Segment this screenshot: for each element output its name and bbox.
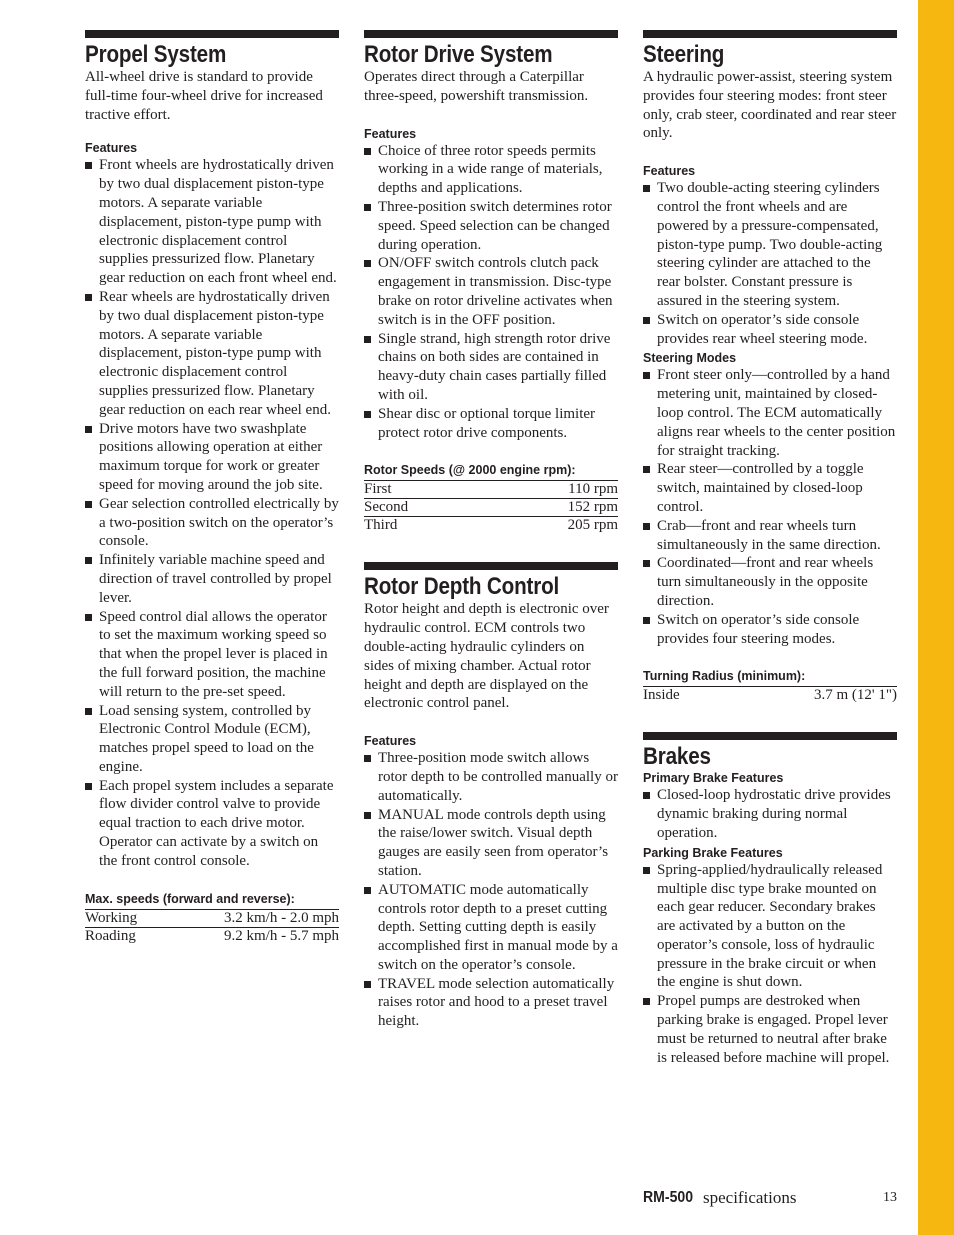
bullet-item [643, 460, 897, 516]
bullet-item [364, 975, 618, 1031]
bullet-text: Choice of three rotor speeds permits working in a wide range of materials, depths and applications. [378, 142, 603, 197]
bullet-text: Crab—front and rear wheels turn simultaneously in the same direction. [657, 517, 881, 553]
bullet-text: ON/OFF switch controls clutch pack engagement in transmission. Disc-type brake on rotor driveline activates when switch is in the OFF position. [378, 255, 613, 328]
steering-intro: A hydraulic power-assist, steering system provides four steering modes: front steer only, crab steer, coordinated and rear steer only. [643, 69, 897, 142]
spec-label: First [364, 481, 483, 499]
bullet-text: Gear selection controlled electrically by a two-position switch on the operator’s console. [99, 495, 339, 550]
square-bullet-icon [643, 867, 650, 874]
spec-label: Third [364, 517, 483, 535]
bullet-text: Two double-acting steering cylinders control the front wheels and are powered by a pressure-compensated, piston-type pump. Two double-acting steering cylinder are attached to the rear bolster. Constant pressure is assured in the steering system. [657, 180, 883, 309]
steering-modes-heading: Steering Modes [643, 351, 737, 366]
turning-radius-heading: Turning Radius (minimum): [643, 669, 806, 684]
square-bullet-icon [643, 792, 650, 799]
bullet-item [643, 786, 897, 842]
spec-row [364, 499, 618, 517]
bullet-text: Switch on operator’s side console provides four steering modes. [657, 611, 860, 647]
spec-label: Inside [643, 687, 721, 705]
propel-speeds-heading: Max. speeds (forward and reverse): [85, 891, 295, 906]
spec-row [364, 517, 618, 535]
steering-modes-list [643, 366, 897, 648]
bullet-item [364, 142, 618, 198]
rotor-depth-features-list [364, 749, 618, 1031]
parking-brake-heading: Parking Brake Features [643, 845, 783, 860]
spec-label: Roading [85, 927, 164, 945]
bullet-item [364, 405, 618, 443]
square-bullet-icon [85, 501, 92, 508]
rotor-drive-intro: Operates direct through a Caterpillar three-speed, powershift transmission. [364, 69, 589, 104]
bullet-item [643, 311, 897, 349]
bullet-text: Each propel system includes a separate flow divider control valve to provide equal traction to each drive motor. Operator can activate by a switch on the front control console. [99, 777, 334, 869]
bullet-item [643, 179, 897, 311]
bullet-text: Load sensing system, controlled by Electronic Control Module (ECM), matches propel speed to load on the engine. [99, 702, 314, 775]
page-footer [643, 1187, 897, 1213]
bullet-text: Single strand, high strength rotor drive chains on both sides are contained in heavy-duty chain cases partially filled with oil. [378, 330, 611, 403]
bullet-text: AUTOMATIC mode automatically controls rotor depth to a preset cutting depth. Setting cutting depth is easily accomplished first in manual mode by a switch on the operator’s console. [378, 881, 618, 973]
square-bullet-icon [364, 812, 371, 819]
propel-features-heading: Features [85, 141, 138, 156]
section-rule [85, 30, 339, 38]
bullet-item [643, 517, 897, 555]
spec-value: 205 rpm [483, 517, 618, 535]
bullet-item [85, 702, 339, 777]
bullet-text: Speed control dial allows the operator to set the maximum working speed so that when the propel lever is placed in the full forward position, the machine will return to the pre-set speed. [99, 608, 328, 700]
bullet-item [85, 608, 339, 702]
spec-value: 9.2 km/h - 5.7 mph [164, 927, 339, 945]
square-bullet-icon [643, 617, 650, 624]
square-bullet-icon [85, 783, 92, 790]
bullet-text: Spring-applied/hydraulically released multiple disc type brake mounted on each gear reducer. Secondary brakes are activated by a button on the operator’s console, loss of hydraulic pressure in the brake circuit or when the engine is shut down. [657, 861, 883, 991]
bullet-text: Drive motors have two swashplate positions allowing operation at either maximum torque for work or greater speed for moving around the job site. [99, 420, 323, 493]
bullet-item [643, 366, 897, 460]
square-bullet-icon [364, 411, 371, 418]
bullet-item [364, 881, 618, 975]
bullet-text: Rear wheels are hydrostatically driven by two dual displacement piston-type motors. A separate variable displacement, piston-type pump with electronic displacement control supplies pressurized flow. Planetary gear reduction on each rear wheel end. [99, 288, 331, 418]
rotor-drive-title: Rotor Drive System [364, 41, 553, 68]
square-bullet-icon [643, 372, 650, 379]
bullet-text: Infinitely variable machine speed and direction of travel controlled by propel lever. [99, 552, 332, 606]
bullet-item [85, 288, 339, 420]
spec-row [85, 927, 339, 945]
square-bullet-icon [85, 557, 92, 564]
square-bullet-icon [364, 204, 371, 211]
bullet-item [364, 198, 618, 254]
spec-label: Working [85, 909, 164, 927]
propel-title: Propel System [85, 41, 227, 68]
square-bullet-icon [643, 317, 650, 324]
steering-features-heading: Features [643, 164, 696, 179]
square-bullet-icon [85, 708, 92, 715]
square-bullet-icon [364, 887, 371, 894]
bullet-text: Front steer only—controlled by a hand metering unit, maintained by closed-loop control. The ECM automatically aligns rear wheels to the center position for straight tracking. [657, 367, 896, 459]
bullet-item [85, 777, 339, 871]
spec-row [85, 909, 339, 927]
bullet-item [643, 611, 897, 649]
bullet-item [364, 330, 618, 405]
spec-value: 3.2 km/h - 2.0 mph [164, 909, 339, 927]
rotor-depth-title: Rotor Depth Control [364, 573, 560, 601]
square-bullet-icon [85, 614, 92, 621]
square-bullet-icon [364, 260, 371, 267]
bullet-text: Front wheels are hydrostatically driven by two dual displacement piston-type motors. A separate variable displacement, piston-type pump with electronic displacement control supplies pressurized flow. Planetary gear reduction on each front wheel end. [99, 157, 337, 287]
bullet-item [643, 992, 897, 1067]
rotor-speeds-heading: Rotor Speeds (@ 2000 engine rpm): [364, 463, 576, 478]
propel-intro: All-wheel drive is standard to provide full-time four-wheel drive for increased tractive effort. [85, 69, 323, 123]
spec-value: 3.7 m (12' 1") [721, 687, 897, 705]
propel-features-list [85, 156, 339, 870]
square-bullet-icon [643, 523, 650, 530]
section-rule [643, 30, 897, 38]
section-rule [643, 732, 897, 740]
bullet-item [364, 749, 618, 805]
section-rule [364, 562, 618, 570]
bullet-item [85, 495, 339, 551]
rotor-drive-features-heading: Features [364, 126, 417, 141]
square-bullet-icon [364, 148, 371, 155]
bullet-item [85, 551, 339, 607]
square-bullet-icon [364, 981, 371, 988]
rotor-speeds-table [364, 480, 618, 534]
bullet-text: Three-position mode switch allows rotor depth to be controlled manually or automatically. [378, 750, 618, 804]
bullet-text: Rear steer—controlled by a toggle switch, maintained by closed-loop control. [657, 461, 864, 515]
column-rotor [364, 30, 618, 1031]
bullet-text: Closed-loop hydrostatic drive provides dynamic braking during normal operation. [657, 787, 891, 841]
spec-label: Second [364, 499, 483, 517]
primary-brake-heading: Primary Brake Features [643, 771, 784, 786]
bullet-text: TRAVEL mode selection automatically raises rotor and hood to a preset travel height. [378, 975, 615, 1030]
accent-sidebar [918, 0, 954, 1235]
rotor-depth-features-heading: Features [364, 734, 417, 749]
footer-label: specifications [703, 1188, 797, 1207]
square-bullet-icon [643, 466, 650, 473]
rotor-depth-intro: Rotor height and depth is electronic over hydraulic control. ECM controls two double-acting hydraulic cylinders on sides of mixing chamber. Actual rotor height and depth are displayed on the electronic control panel. [364, 601, 609, 712]
steering-features-list [643, 179, 897, 348]
square-bullet-icon [85, 162, 92, 169]
parking-brake-list [643, 861, 897, 1068]
footer-model: RM-500 [643, 1189, 694, 1206]
steering-title: Steering [643, 41, 725, 68]
bullet-item [85, 420, 339, 495]
square-bullet-icon [643, 560, 650, 567]
bullet-text: Coordinated—front and rear wheels turn simultaneously in the opposite direction. [657, 555, 874, 609]
brakes-title: Brakes [643, 743, 711, 771]
bullet-text: Shear disc or optional torque limiter protect rotor drive components. [378, 405, 596, 441]
square-bullet-icon [364, 336, 371, 343]
bullet-item [364, 806, 618, 881]
square-bullet-icon [85, 426, 92, 433]
section-rule [364, 30, 618, 38]
bullet-item [364, 254, 618, 329]
bullet-text: Three-position switch determines rotor speed. Speed selection can be changed during operation. [378, 198, 612, 253]
bullet-item [85, 156, 339, 288]
bullet-text: MANUAL mode controls depth using the raise/lower switch. Visual depth gauges are easily seen from operator’s station. [378, 806, 609, 879]
square-bullet-icon [85, 294, 92, 301]
column-propel [85, 30, 339, 945]
bullet-text: Propel pumps are destroked when parking brake is engaged. Propel lever must be returned to neutral after brake is released before machine will propel. [657, 993, 890, 1066]
square-bullet-icon [364, 755, 371, 762]
bullet-text: Switch on operator’s side console provides rear wheel steering mode. [657, 311, 868, 347]
column-steering [643, 30, 897, 1067]
bullet-item [643, 554, 897, 610]
spec-value: 152 rpm [483, 499, 618, 517]
spec-value: 110 rpm [483, 481, 618, 499]
rotor-drive-features-list [364, 142, 618, 443]
spec-row [643, 687, 897, 705]
propel-speeds-table [85, 909, 339, 945]
turning-radius-table [643, 686, 897, 704]
bullet-item [643, 861, 897, 993]
primary-brake-list [643, 786, 897, 842]
square-bullet-icon [643, 185, 650, 192]
square-bullet-icon [643, 998, 650, 1005]
page-number: 13 [883, 1190, 897, 1205]
spec-row [364, 481, 618, 499]
